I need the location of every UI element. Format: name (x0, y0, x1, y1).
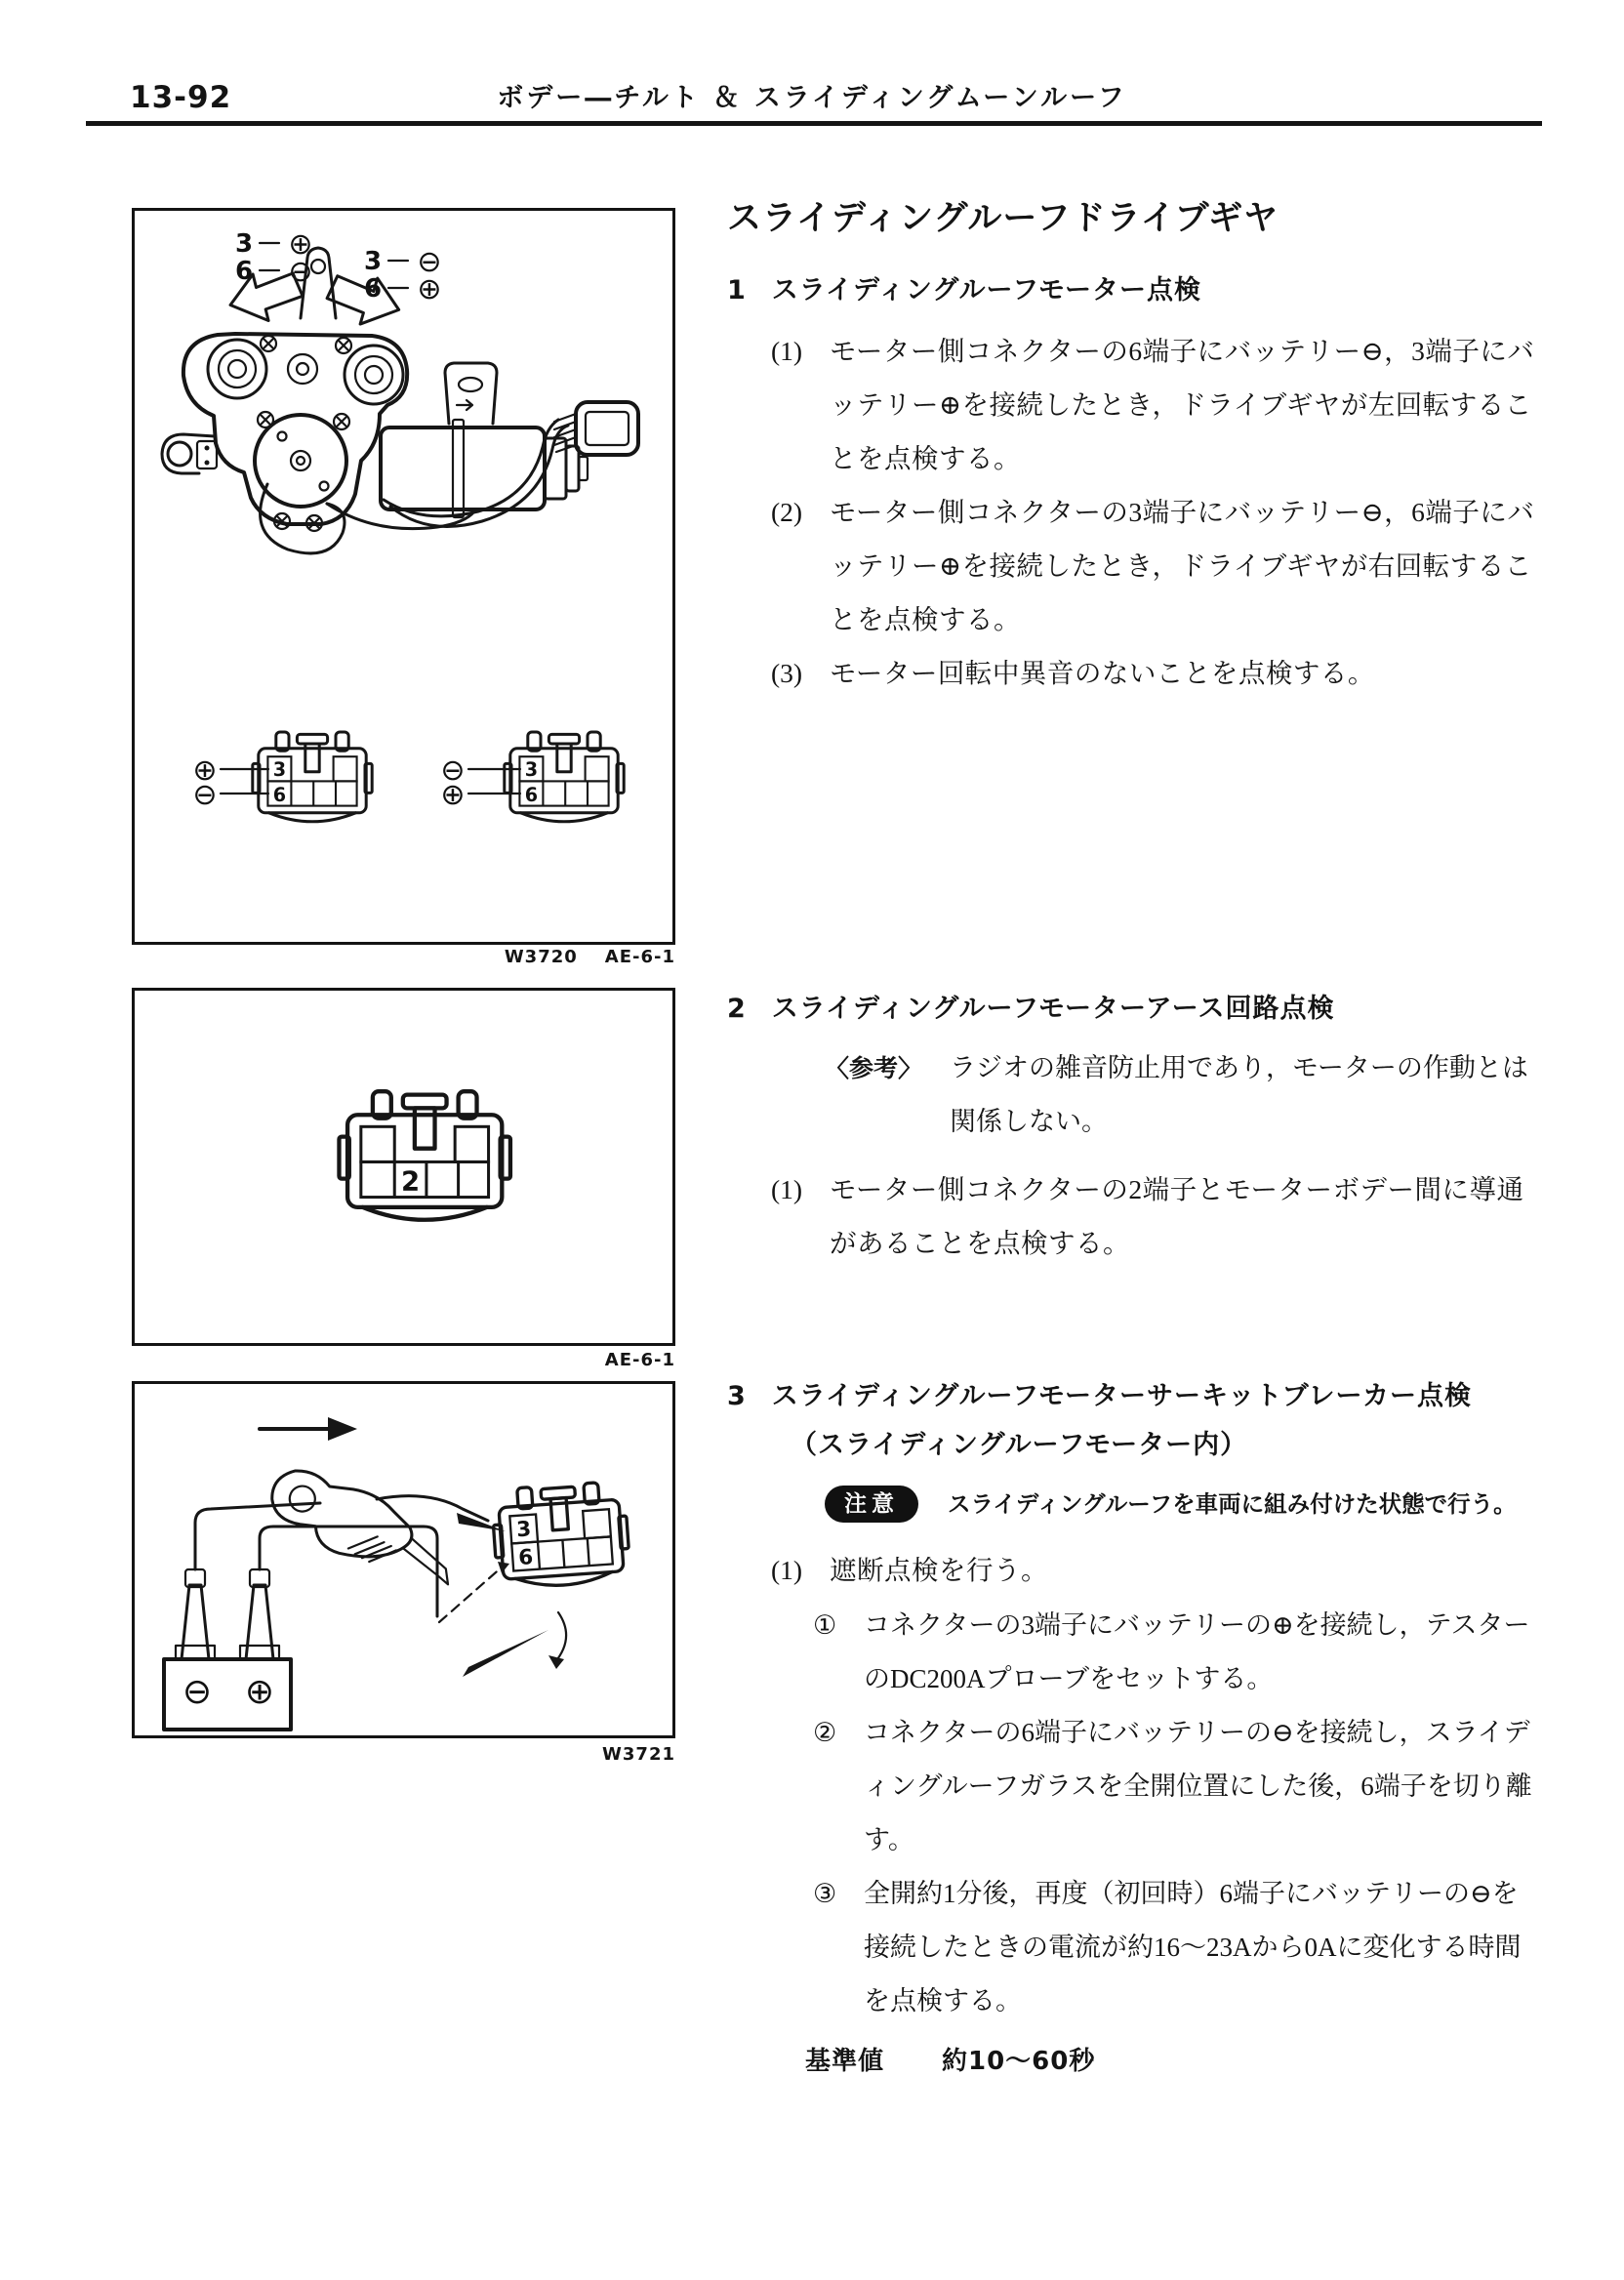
figure-motor (132, 208, 675, 945)
item-text: モーター回転中異音のないことを点検する。 (830, 658, 1375, 688)
right-polarity-labels (364, 245, 442, 306)
list-item (771, 646, 1543, 700)
polarity-icon: ⊖ (417, 245, 442, 279)
reference-note (825, 1041, 1543, 1149)
item-marker: (2) (771, 497, 803, 527)
reference-text: ラジオの雑音防止用であり，モーターの作動とは関係しない。 (950, 1053, 1528, 1136)
step-item (813, 1706, 1543, 1867)
disconnected-lead (439, 1566, 504, 1622)
connector-drawing (135, 991, 672, 1343)
section3-subheading: （スライディングルーフモーター内） (791, 1430, 1248, 1460)
item-marker: (1) (771, 336, 803, 366)
reconnect-arc-arrow (554, 1612, 566, 1663)
item-marker: (3) (771, 658, 803, 688)
pin-number: 6 (272, 783, 287, 806)
item-text: モーター側コネクターの2端子とモーターボデー間に導通があることを点検する。 (830, 1174, 1524, 1258)
figure3-caption (132, 1744, 675, 1766)
step-marker: ③ (813, 1879, 837, 1908)
spec-value-row (805, 2037, 1543, 2086)
figure-code: W3721 (602, 1744, 675, 1765)
figure-ref: AE-6-1 (604, 1350, 675, 1370)
breaker-test-drawing (135, 1384, 672, 1735)
test-probe-terminal6 (463, 1630, 548, 1677)
section-number: 2 (727, 994, 747, 1024)
figure2-caption (132, 1350, 675, 1371)
step-item (813, 1599, 1543, 1706)
wire-negative (195, 1503, 320, 1569)
clamp-probe (262, 1465, 467, 1584)
pin-label: 3 (363, 247, 383, 276)
polarity-icon: ⊕ (417, 272, 442, 306)
motor-drawing (135, 211, 672, 942)
header-rule (86, 121, 1542, 126)
figure-breaker-test (132, 1381, 675, 1738)
list-item (771, 1162, 1543, 1270)
header-title: ボデー―チルト ＆ スライディングムーンルーフ (497, 83, 1127, 113)
spec-label: 基準値 (805, 2047, 885, 2076)
step-text: 全開約1分後，再度（初回時）6端子にバッテリーの⊖を接続したときの電流が約16～23Aから0Aに変化する時間を点検する。 (864, 1879, 1522, 2015)
step-text: コネクターの3端子にバッテリーの⊕を接続し，テスターのDC200Aプローブをセットする。 (864, 1610, 1530, 1693)
figure-code: W3720 (504, 947, 578, 967)
section-ground-circuit (727, 990, 1543, 1270)
figure1-caption (132, 947, 675, 968)
caution-badge: 注意 (825, 1486, 918, 1523)
section-title: スライディングルーフモーターアース回路点検 (771, 994, 1335, 1024)
pin-number: 3 (272, 758, 287, 781)
section-title: スライディングルーフモーター点検 (771, 275, 1201, 305)
pin-number: 6 (524, 783, 539, 806)
polarity-icon: ⊖ (192, 778, 218, 812)
pin-number: 3 (524, 758, 539, 781)
polarity-icon: ⊕ (192, 753, 218, 788)
battery-positive-icon: ⊕ (244, 1672, 275, 1712)
section-number: 3 (727, 1381, 747, 1411)
step-text: コネクターの6端子にバッテリーの⊖を接続し，スライディングルーフガラスを全開位置にした後，6端子を切り離す。 (864, 1718, 1532, 1854)
pin-number: 2 (401, 1165, 421, 1198)
reference-label: 〈参考〉 (825, 1054, 923, 1082)
battery-negative-icon: ⊖ (182, 1672, 213, 1712)
pin-label: 6 (363, 274, 383, 304)
polarity-icon: ⊕ (440, 778, 466, 812)
battery (164, 1569, 291, 1730)
page-title: スライディングルーフドライブギヤ (727, 199, 1279, 238)
pin-label: 6 (234, 257, 254, 286)
section-number: 1 (727, 275, 747, 305)
motor-assembly (162, 248, 638, 553)
caution-note (825, 1479, 1543, 1529)
step-marker: ① (813, 1610, 837, 1640)
caution-text: スライディングルーフを車両に組み付けた状態で行う。 (948, 1490, 1517, 1518)
figure-ref: AE-6-1 (604, 947, 675, 967)
connector-diagram-left (192, 732, 372, 822)
item-marker: (1) (771, 1555, 803, 1585)
section3-heading (727, 1377, 1543, 1416)
item-text: 遮断点検を行う。 (830, 1555, 1048, 1585)
list-item (771, 485, 1543, 646)
pin-label: 3 (234, 229, 254, 259)
section-motor-inspection (727, 195, 1543, 700)
connector-under-test (491, 1481, 630, 1590)
section-circuit-breaker (727, 1377, 1543, 2086)
pin-number: 6 (517, 1545, 535, 1571)
polarity-icon: ⊖ (440, 753, 466, 788)
wire-to-probe (377, 1496, 488, 1521)
section-title: スライディングルーフモーターサーキットブレーカー点検 (771, 1381, 1472, 1411)
figure-ground-connector (132, 988, 675, 1346)
pin-number: 3 (515, 1517, 533, 1543)
item-text: モーター側コネクターの3端子にバッテリー⊖，6端子にバッテリー⊕を接続したとき，ドライブギヤが右回転することを点検する。 (830, 497, 1535, 634)
page-number: 13-92 (130, 80, 232, 115)
step-item (813, 1867, 1543, 2028)
spec-value: 約10～60秒 (942, 2047, 1096, 2076)
polarity-icon: ⊕ (288, 227, 313, 262)
item-marker: (1) (771, 1174, 803, 1204)
section2-heading (727, 990, 1543, 1029)
section1-heading (727, 271, 1543, 310)
item-text: モーター側コネクターの6端子にバッテリー⊖，3端子にバッテリー⊕を接続したとき，ドライブギヤが左回転することを点検する。 (830, 336, 1535, 473)
polarity-icon: ⊖ (288, 255, 313, 289)
list-item (771, 1543, 1543, 1597)
connector-diagram-right (440, 732, 624, 822)
list-item (771, 324, 1543, 485)
step-marker: ② (813, 1718, 837, 1747)
